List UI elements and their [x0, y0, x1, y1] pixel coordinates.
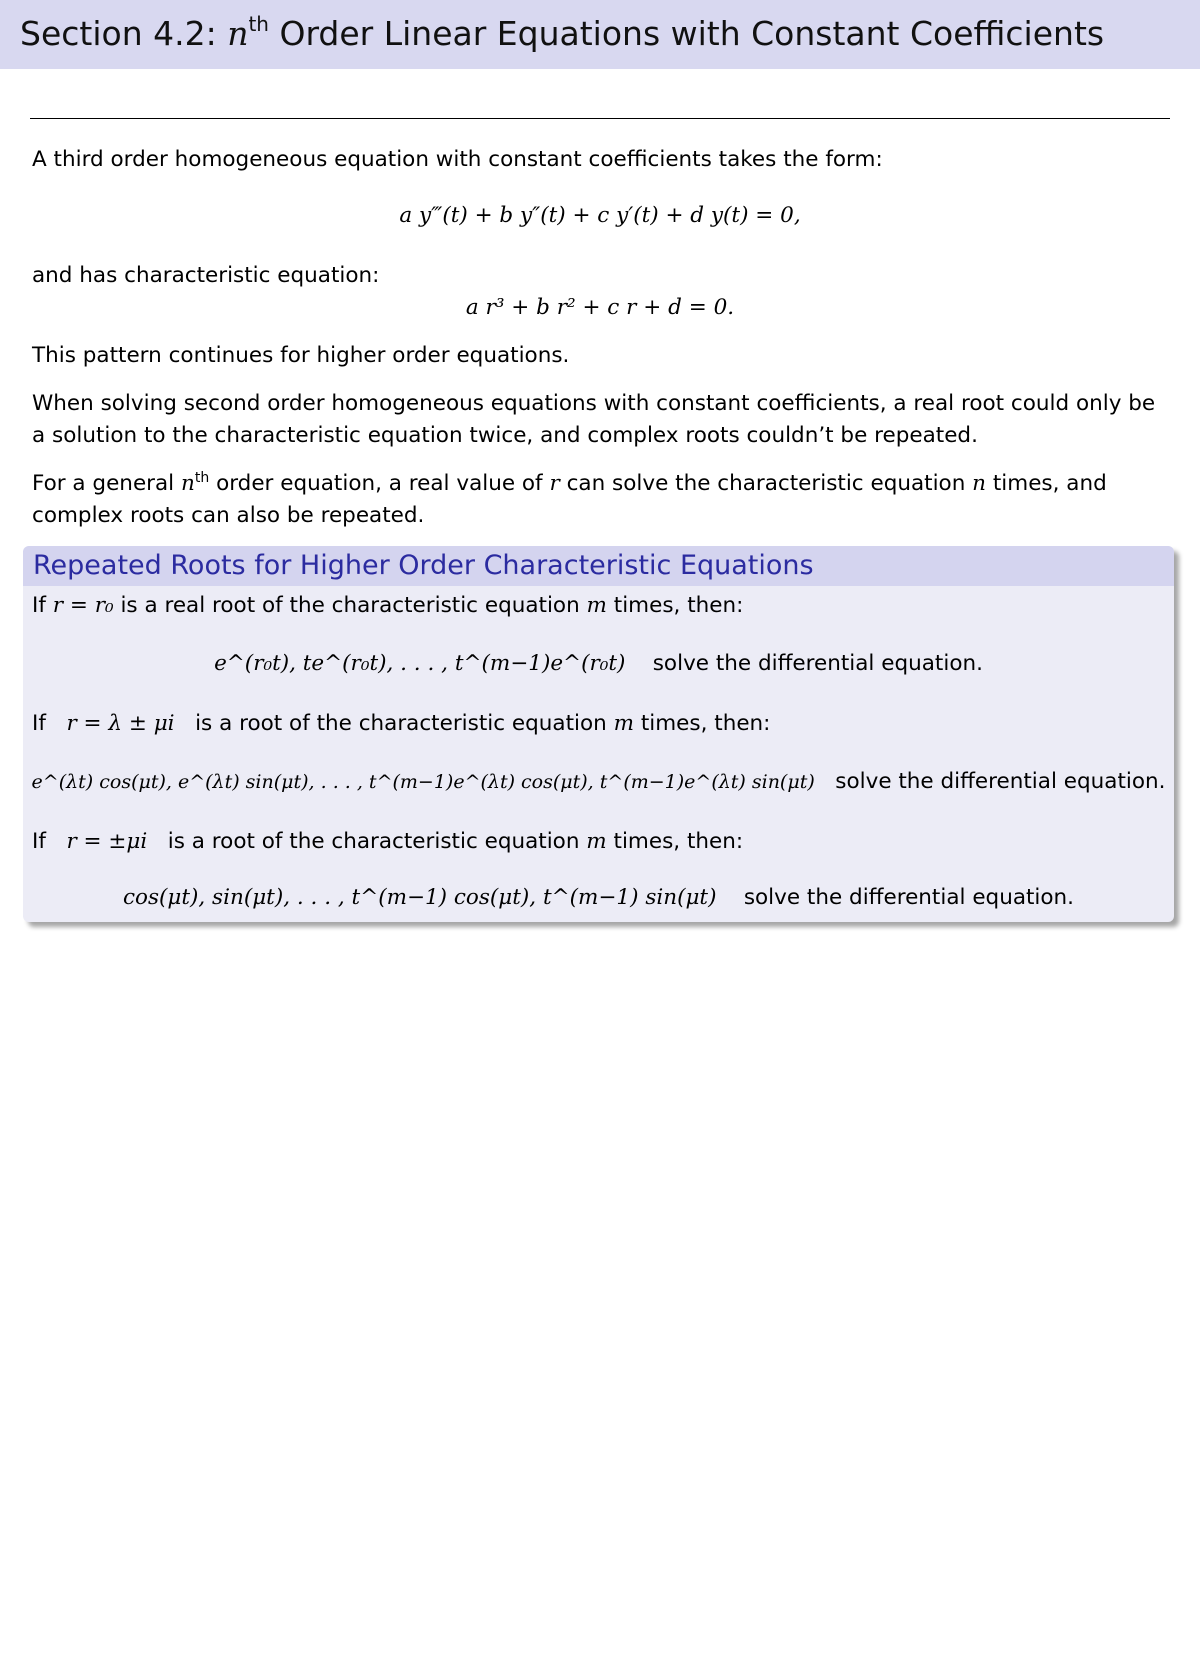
- case2-m: m: [613, 711, 634, 736]
- case1-intro-c: times, then:: [606, 593, 744, 618]
- case3-intro: [32, 826, 743, 858]
- case3-condition: r = ±μi: [66, 829, 148, 854]
- case2-intro: [32, 708, 770, 740]
- case1-intro-b: is a real root of the characteristic equation: [113, 593, 587, 618]
- case1-condition: r = r₀: [52, 593, 114, 618]
- case2-solutions: e^(λt) cos(μt), e^(λt) sin(μt), . . . , t^(m−1)e^(λt) cos(μt), t^(m−1)e^(λt) sin(μt): [31, 771, 815, 793]
- general-n2: n: [972, 471, 987, 496]
- case2-suffix: solve the differential equation.: [835, 769, 1166, 794]
- general-part-d: times, and: [986, 471, 1107, 496]
- case1-m: m: [586, 593, 607, 618]
- title-n: n: [227, 14, 249, 53]
- case3-intro-b: is a root of the characteristic equation: [167, 829, 587, 854]
- case1-result: [23, 648, 1174, 680]
- case3-suffix: solve the differential equation.: [743, 885, 1075, 910]
- block-title: Repeated Roots for Higher Order Characteristic Equations: [33, 550, 814, 581]
- general-part-b: order equation, a real value of: [209, 471, 550, 496]
- case3-result: [23, 882, 1174, 914]
- case2-intro-b: is a root of the characteristic equation: [195, 711, 614, 736]
- case3-intro-c: times, then:: [606, 829, 744, 854]
- pattern-text: This pattern continues for higher order equations.: [32, 343, 570, 368]
- case3-intro-a: If: [32, 829, 46, 854]
- general-r: r: [549, 471, 560, 496]
- case2-intro-a: If: [32, 711, 46, 736]
- general-order-text-line1: [32, 468, 1107, 500]
- case2-intro-c: times, then:: [633, 711, 771, 736]
- ode-equation: a y‴(t) + b y″(t) + c y′(t) + d y(t) = 0,: [399, 203, 801, 228]
- page-title: [20, 14, 1104, 54]
- general-part-c: can solve the characteristic equation: [559, 471, 973, 496]
- case1-intro-a: If: [32, 593, 53, 618]
- block-title-bar: [23, 546, 1174, 586]
- case1-suffix: solve the differential equation.: [652, 651, 983, 676]
- general-order-text-line2: complex roots can also be repeated.: [32, 503, 425, 528]
- second-order-text-line2: a solution to the characteristic equation twice, and complex roots couldn’t be repeated.: [32, 423, 978, 448]
- char-intro-text: and has characteristic equation:: [32, 263, 380, 288]
- intro-text: A third order homogeneous equation with constant coefficients takes the form:: [32, 147, 883, 172]
- general-th: th: [194, 469, 210, 486]
- case3-solutions: cos(μt), sin(μt), . . . , t^(m−1) cos(μt), t^(m−1) sin(μt): [122, 885, 717, 910]
- theorem-block: [23, 546, 1174, 922]
- title-prefix: Section 4.2:: [20, 14, 228, 53]
- horizontal-rule: [30, 118, 1170, 119]
- char-equation: a r³ + b r² + c r + d = 0.: [465, 295, 735, 320]
- second-order-text-line1: When solving second order homogeneous equations with constant coefficients, a real root could only be: [32, 391, 1156, 416]
- general-n: n: [181, 471, 195, 496]
- case2-condition: r = λ ± μi: [66, 711, 175, 736]
- case3-m: m: [586, 829, 607, 854]
- title-rest: Order Linear Equations with Constant Coefficients: [268, 14, 1105, 53]
- general-part-a: For a general: [32, 471, 181, 496]
- case1-solutions: e^(r₀t), te^(r₀t), . . . , t^(m−1)e^(r₀t): [214, 651, 626, 676]
- case1-intro: [32, 590, 743, 622]
- frame-title-bar: [0, 0, 1200, 69]
- case2-result: [23, 766, 1174, 798]
- title-th: th: [248, 12, 269, 36]
